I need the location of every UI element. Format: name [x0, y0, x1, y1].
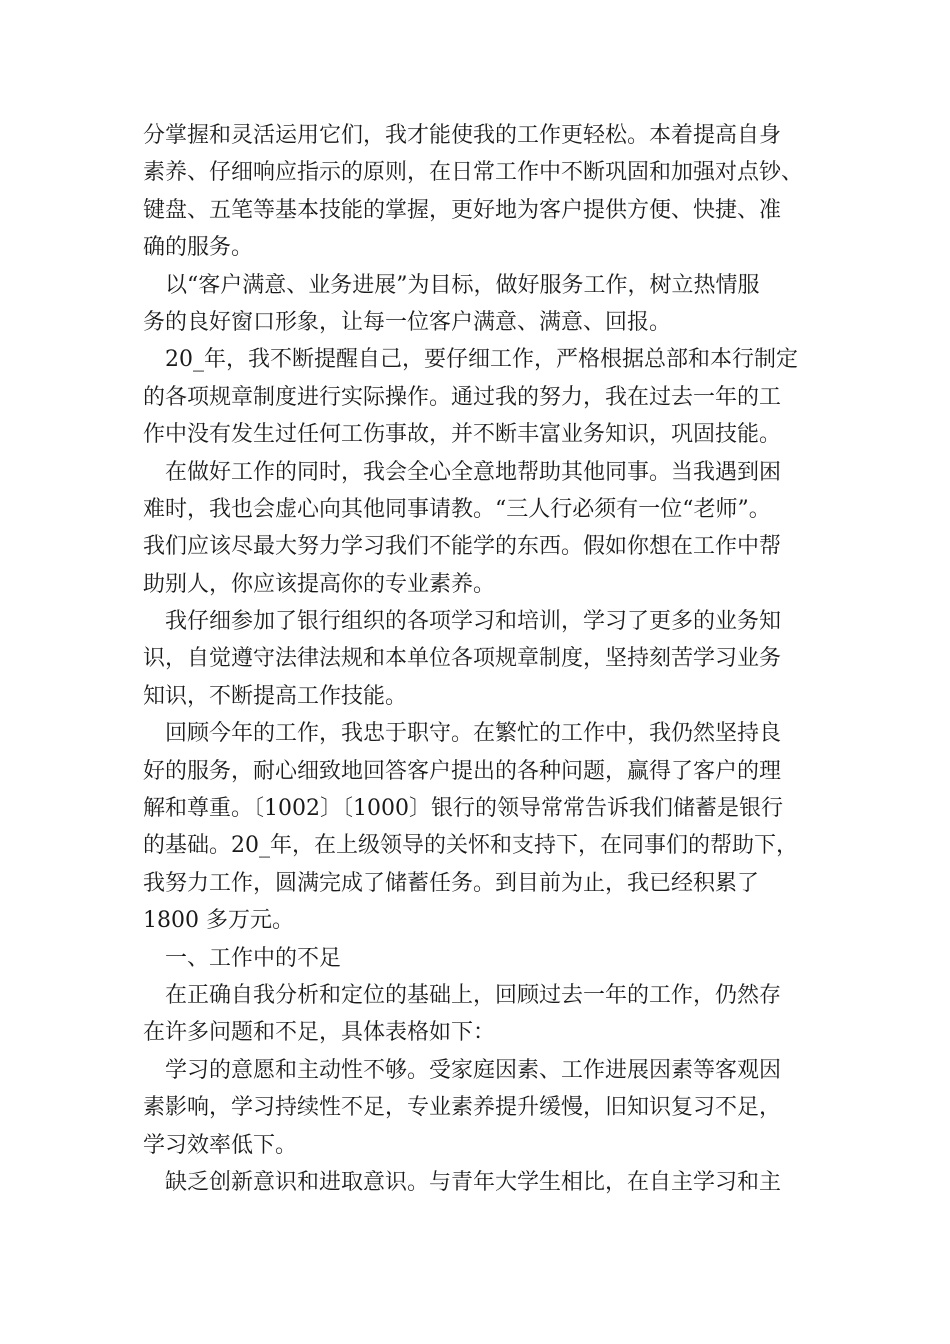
text-line: 在做好工作的同时，我会全心全意地帮助其他同事。当我遇到困 [165, 459, 782, 485]
text-line: 学习的意愿和主动性不够。受家庭因素、工作进展因素等客观因 [165, 1057, 782, 1083]
text-line: 的基础。20_年，在上级领导的关怀和支持下，在同事们的帮助下， [143, 833, 798, 859]
text-line: 在许多问题和不足，具体表格如下： [143, 1020, 496, 1046]
text-line: 知识，不断提高工作技能。 [143, 683, 408, 709]
text-line: 务的良好窗口形象，让每一位客户满意、满意、回报。 [143, 309, 672, 335]
text-line: 在正确自我分析和定位的基础上，回顾过去一年的工作，仍然存 [165, 982, 782, 1008]
text-line: 1800 多万元。 [143, 908, 294, 934]
text-line: 分掌握和灵活运用它们，我才能使我的工作更轻松。本着提高自身 [143, 123, 782, 148]
text-line: 缺乏创新意识和进取意识。与青年大学生相比，在自主学习和主 [165, 1169, 782, 1195]
text-line: 我努力工作，圆满完成了储蓄任务。到目前为止，我已经积累了 [143, 870, 760, 896]
text-line: 好的服务，耐心细致地回答客户提出的各种问题，赢得了客户的理 [143, 758, 782, 784]
text-line: 素养、仔细响应指示的原则，在日常工作中不断巩固和加强对点钞、 [143, 160, 804, 186]
text-line: 键盘、五笔等基本技能的掌握，更好地为客户提供方便、快捷、准 [143, 197, 782, 223]
text-line: 我们应该尽最大努力学习我们不能学的东西。假如你想在工作中帮 [143, 534, 782, 560]
text-line: 的各项规章制度进行实际操作。通过我的努力，我在过去一年的工 [143, 384, 782, 410]
text-line: 确的服务。 [143, 235, 254, 261]
document-body [143, 117, 823, 1201]
text-line: 素影响，学习持续性不足，专业素养提升缓慢，旧知识复习不足， [143, 1095, 782, 1121]
text-line: 以“客户满意、业务进展”为目标，做好服务工作，树立热情服 [165, 272, 760, 298]
text-line: 一、工作中的不足 [165, 945, 342, 971]
text-line: 作中没有发生过任何工伤事故，并不断丰富业务知识，巩固技能。 [143, 422, 782, 448]
text-line: 回顾今年的工作，我忠于职守。在繁忙的工作中，我仍然坚持良 [165, 721, 782, 747]
text-line: 20_年，我不断提醒自己，要仔细工作，严格根据总部和本行制定 [165, 347, 798, 373]
text-line: 学习效率低下。 [143, 1132, 298, 1158]
text-line: 我仔细参加了银行组织的各项学习和培训，学习了更多的业务知 [165, 609, 782, 635]
text-line: 难时，我也会虚心向其他同事请教。“三人行必须有一位“老师”。 [143, 496, 771, 522]
text-line: 解和尊重。〔1002〕〔1000〕银行的领导常常告诉我们储蓄是银行 [143, 796, 783, 822]
text-line: 助别人，你应该提高你的专业素养。 [143, 571, 496, 597]
text-line: 识，自觉遵守法律法规和本单位各项规章制度，坚持刻苦学习业务 [143, 646, 782, 672]
